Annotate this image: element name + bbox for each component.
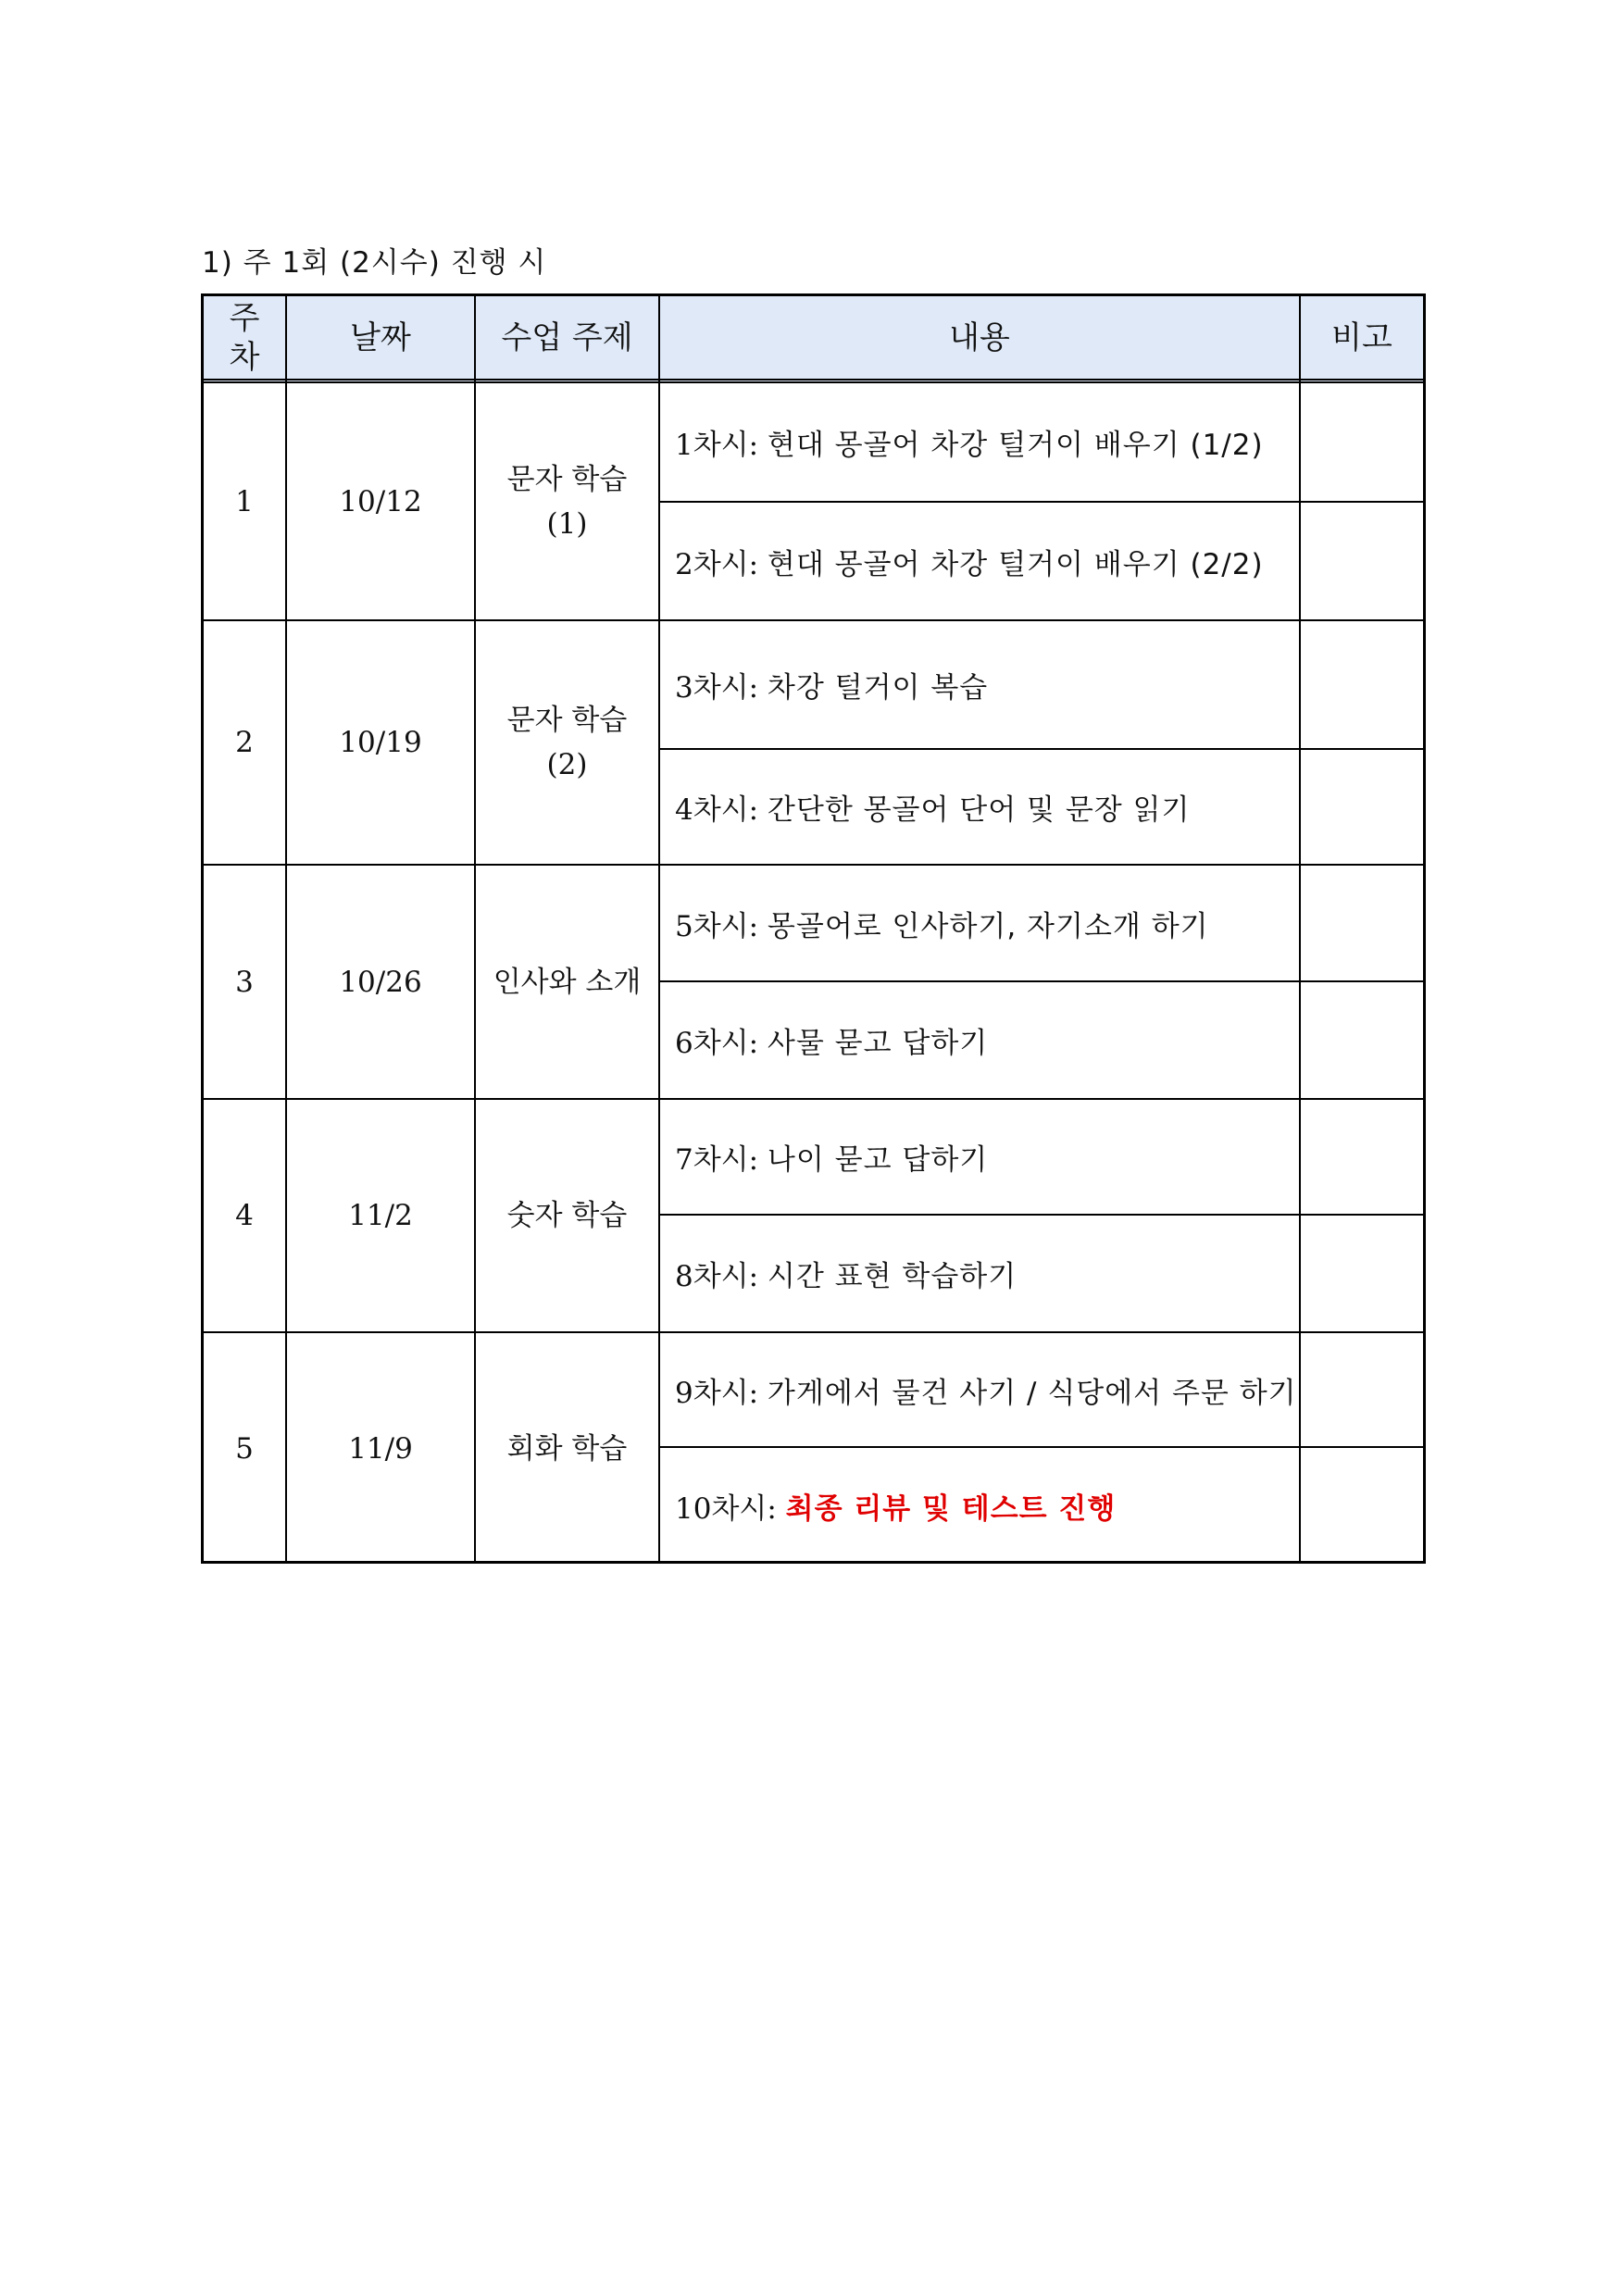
session-cell: [660, 503, 1299, 619]
topic-line1: 문자 학습: [506, 704, 628, 737]
schedule-table: [201, 293, 1426, 1564]
header-week-line2: 차: [229, 338, 260, 376]
session-label: 5차시:: [675, 909, 759, 943]
session-label: 3차시:: [675, 671, 759, 705]
topic-line2: (2): [546, 748, 588, 781]
session-label: 1차시:: [675, 429, 759, 462]
topic-cell: 회화 학습: [506, 1431, 628, 1466]
topic-line2: (1): [546, 506, 588, 541]
session-label: 2차시:: [675, 547, 759, 581]
date-cell: 11/2: [348, 1199, 413, 1232]
session-text: 차강 털거이 복습: [767, 671, 989, 705]
topic-cell: [476, 383, 658, 619]
header-date: 날짜: [350, 318, 411, 356]
session-cell: [660, 1216, 1299, 1331]
week-cell: 3: [235, 965, 254, 999]
session-text-highlighted: 최종 리뷰 및 테스트 진행: [785, 1492, 1117, 1526]
topic-cell: 인사와 소개: [493, 965, 642, 999]
header-note: 비고: [1331, 318, 1392, 356]
session-text: 가게에서 물건 사기 / 식당에서 주문 하기: [767, 1376, 1297, 1410]
date-cell: 10/12: [339, 484, 422, 518]
date-cell: 10/19: [339, 726, 422, 759]
session-cell: [660, 1448, 1299, 1564]
session-cell: [660, 1333, 1299, 1446]
session-label: 4차시:: [675, 793, 759, 827]
session-label: 9차시:: [675, 1376, 759, 1410]
session-text: 현대 몽골어 차강 털거이 배우기 (2/2): [767, 547, 1264, 581]
session-label: 6차시:: [675, 1027, 759, 1060]
session-cell: [660, 383, 1299, 501]
session-label: 10차시:: [675, 1492, 777, 1526]
week-cell: 1: [235, 484, 254, 518]
topic-cell: [476, 621, 658, 864]
table-header-row: [204, 296, 1423, 383]
session-text: 사물 묻고 답하기: [767, 1027, 989, 1060]
topic-line1: 문자 학습: [506, 462, 628, 496]
session-text: 몽골어로 인사하기, 자기소개 하기: [767, 909, 1209, 943]
session-label: 7차시:: [675, 1143, 759, 1177]
session-cell: [660, 621, 1299, 748]
week-cell: 5: [235, 1431, 254, 1466]
section-heading: 1) 주 1회 (2시수) 진행 시: [202, 246, 547, 280]
date-cell: 11/9: [348, 1431, 413, 1466]
session-text: 나이 묻고 답하기: [767, 1143, 989, 1177]
topic-cell: 숫자 학습: [506, 1199, 628, 1232]
session-cell: [660, 982, 1299, 1098]
session-label: 8차시:: [675, 1260, 759, 1293]
header-content: 내용: [949, 318, 1010, 356]
week-cell: 2: [235, 726, 254, 759]
header-week-line1: 주: [229, 299, 260, 337]
header-topic: 수업 주제: [501, 318, 633, 356]
session-cell: [660, 1100, 1299, 1214]
session-cell: [660, 750, 1299, 864]
session-text: 시간 표현 학습하기: [767, 1260, 1017, 1293]
header-week: [204, 296, 285, 379]
date-cell: 10/26: [339, 965, 422, 999]
week-cell: 4: [235, 1199, 254, 1232]
session-text: 현대 몽골어 차강 털거이 배우기 (1/2): [767, 429, 1264, 462]
session-cell: [660, 866, 1299, 980]
column-divider: [1299, 296, 1301, 1561]
session-text: 간단한 몽골어 단어 및 문장 읽기: [767, 793, 1191, 827]
